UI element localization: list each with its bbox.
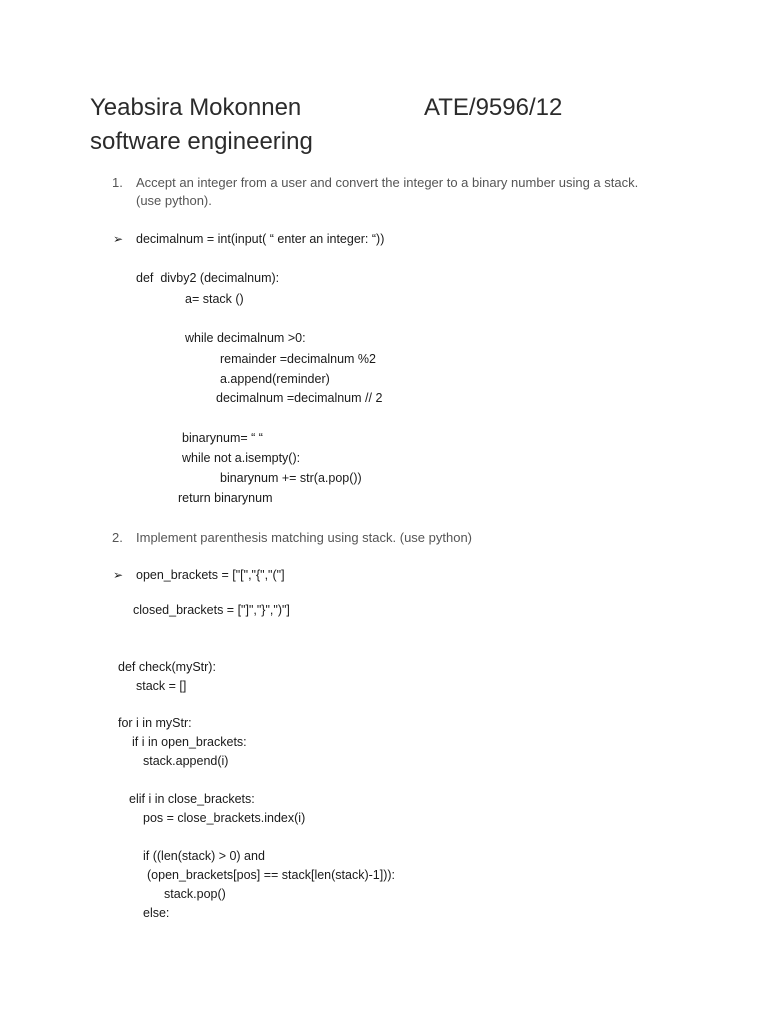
code-line: while decimalnum >0: [185, 331, 306, 345]
code-line: while not a.isempty(): [182, 451, 301, 465]
question-1-number: 1. [112, 175, 123, 190]
code-line: decimalnum =decimalnum // 2 [216, 391, 383, 405]
arrow-bullet-icon: ➢ [113, 232, 124, 246]
code-line: a= stack () [185, 292, 244, 306]
code-line: def divby2 (decimalnum): [136, 271, 280, 285]
code-line: elif i in close_brackets: [129, 792, 255, 806]
code-line: decimalnum = int(input( “ enter an integer: “)) [136, 232, 385, 246]
question-1-text-cont: (use python). [136, 193, 212, 208]
code-line: binarynum= “ “ [182, 431, 263, 445]
code-line: a.append(reminder) [220, 372, 330, 386]
author-name: Yeabsira Mokonnen [90, 94, 302, 121]
code-line: else: [143, 906, 170, 920]
code-line: stack.append(i) [143, 754, 229, 768]
code-line: if i in open_brackets: [132, 735, 247, 749]
code-line: remainder =decimalnum %2 [220, 352, 376, 366]
code-line: stack = [] [136, 679, 187, 693]
arrow-bullet-icon: ➢ [113, 568, 124, 582]
code-line: stack.pop() [164, 887, 226, 901]
question-1-text: Accept an integer from a user and convert the integer to a binary number using a stack. [136, 175, 639, 190]
question-2-number: 2. [112, 530, 123, 545]
department: software engineering [90, 128, 313, 155]
code-line: for i in myStr: [118, 716, 192, 730]
code-line: open_brackets = ["[","{","("] [136, 568, 285, 582]
student-id: ATE/9596/12 [424, 94, 563, 121]
code-line: closed_brackets = ["]","}",")"] [133, 603, 290, 617]
code-line: if ((len(stack) > 0) and [143, 849, 265, 863]
code-line: def check(myStr): [118, 660, 216, 674]
question-2-text: Implement parenthesis matching using stack. (use python) [136, 530, 473, 545]
code-line: binarynum += str(a.pop()) [220, 471, 362, 485]
code-line: pos = close_brackets.index(i) [143, 811, 306, 825]
code-line: return binarynum [178, 491, 273, 505]
code-line: (open_brackets[pos] == stack[len(stack)-1])): [147, 868, 396, 882]
